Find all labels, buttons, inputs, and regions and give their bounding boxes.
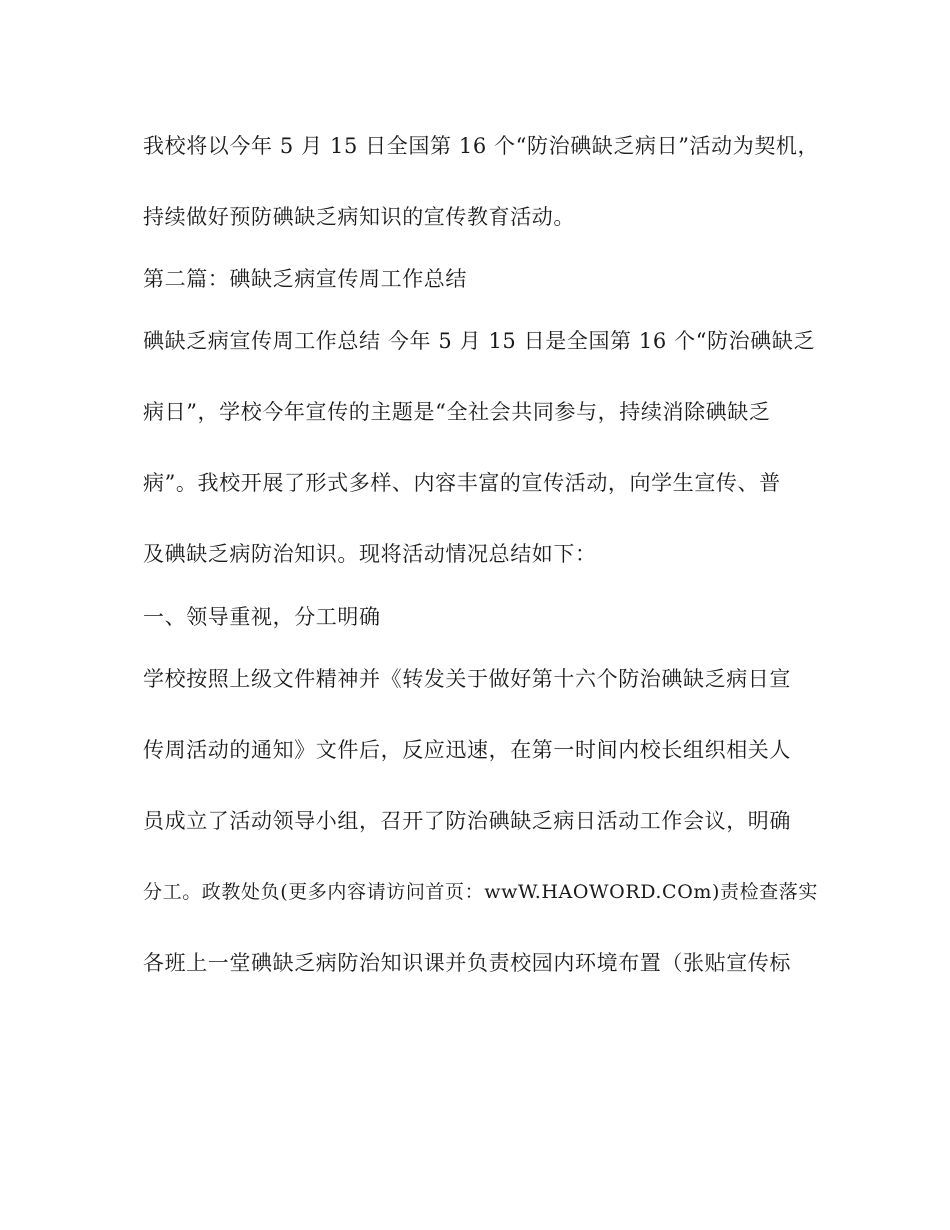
- text-line-1: 我校将以今年 5 月 15 日全国第 16 个“防治碘缺乏病日”活动为契机，: [143, 134, 820, 158]
- text-line-2: 持续做好预防碘缺乏病知识的宣传教育活动。: [143, 205, 575, 229]
- section-heading-2: 第二篇：碘缺乏病宣传周工作总结: [143, 267, 467, 291]
- text-line-9: 学校按照上级文件精神并《转发关于做好第十六个防治碘缺乏病日宣: [143, 667, 791, 691]
- text-line-5: 病日”，学校今年宣传的主题是“全社会共同参与，持续消除碘缺乏: [143, 400, 771, 424]
- text-line-6: 病”。我校开展了形式多样、内容丰富的宣传活动，向学生宣传、普: [143, 471, 781, 495]
- text-line-10: 传周活动的通知》文件后，反应迅速，在第一时间内校长组织相关人: [143, 738, 791, 762]
- text-line-11: 员成立了活动领导小组，召开了防治碘缺乏病日活动工作会议，明确: [143, 809, 791, 833]
- text-line-13: 各班上一堂碘缺乏病防治知识课并负责校园内环境布置（张贴宣传标: [143, 951, 791, 975]
- text-line-4: 碘缺乏病宣传周工作总结 今年 5 月 15 日是全国第 16 个“防治碘缺乏: [143, 329, 816, 353]
- text-line-12: 分工。政教处负(更多内容请访问首页：wwW.HAOWORD.COm)责检查落实: [143, 881, 819, 903]
- text-line-7: 及碘缺乏病防治知识。现将活动情况总结如下：: [143, 542, 597, 566]
- subheading-1: 一、领导重视，分工明确: [143, 605, 381, 629]
